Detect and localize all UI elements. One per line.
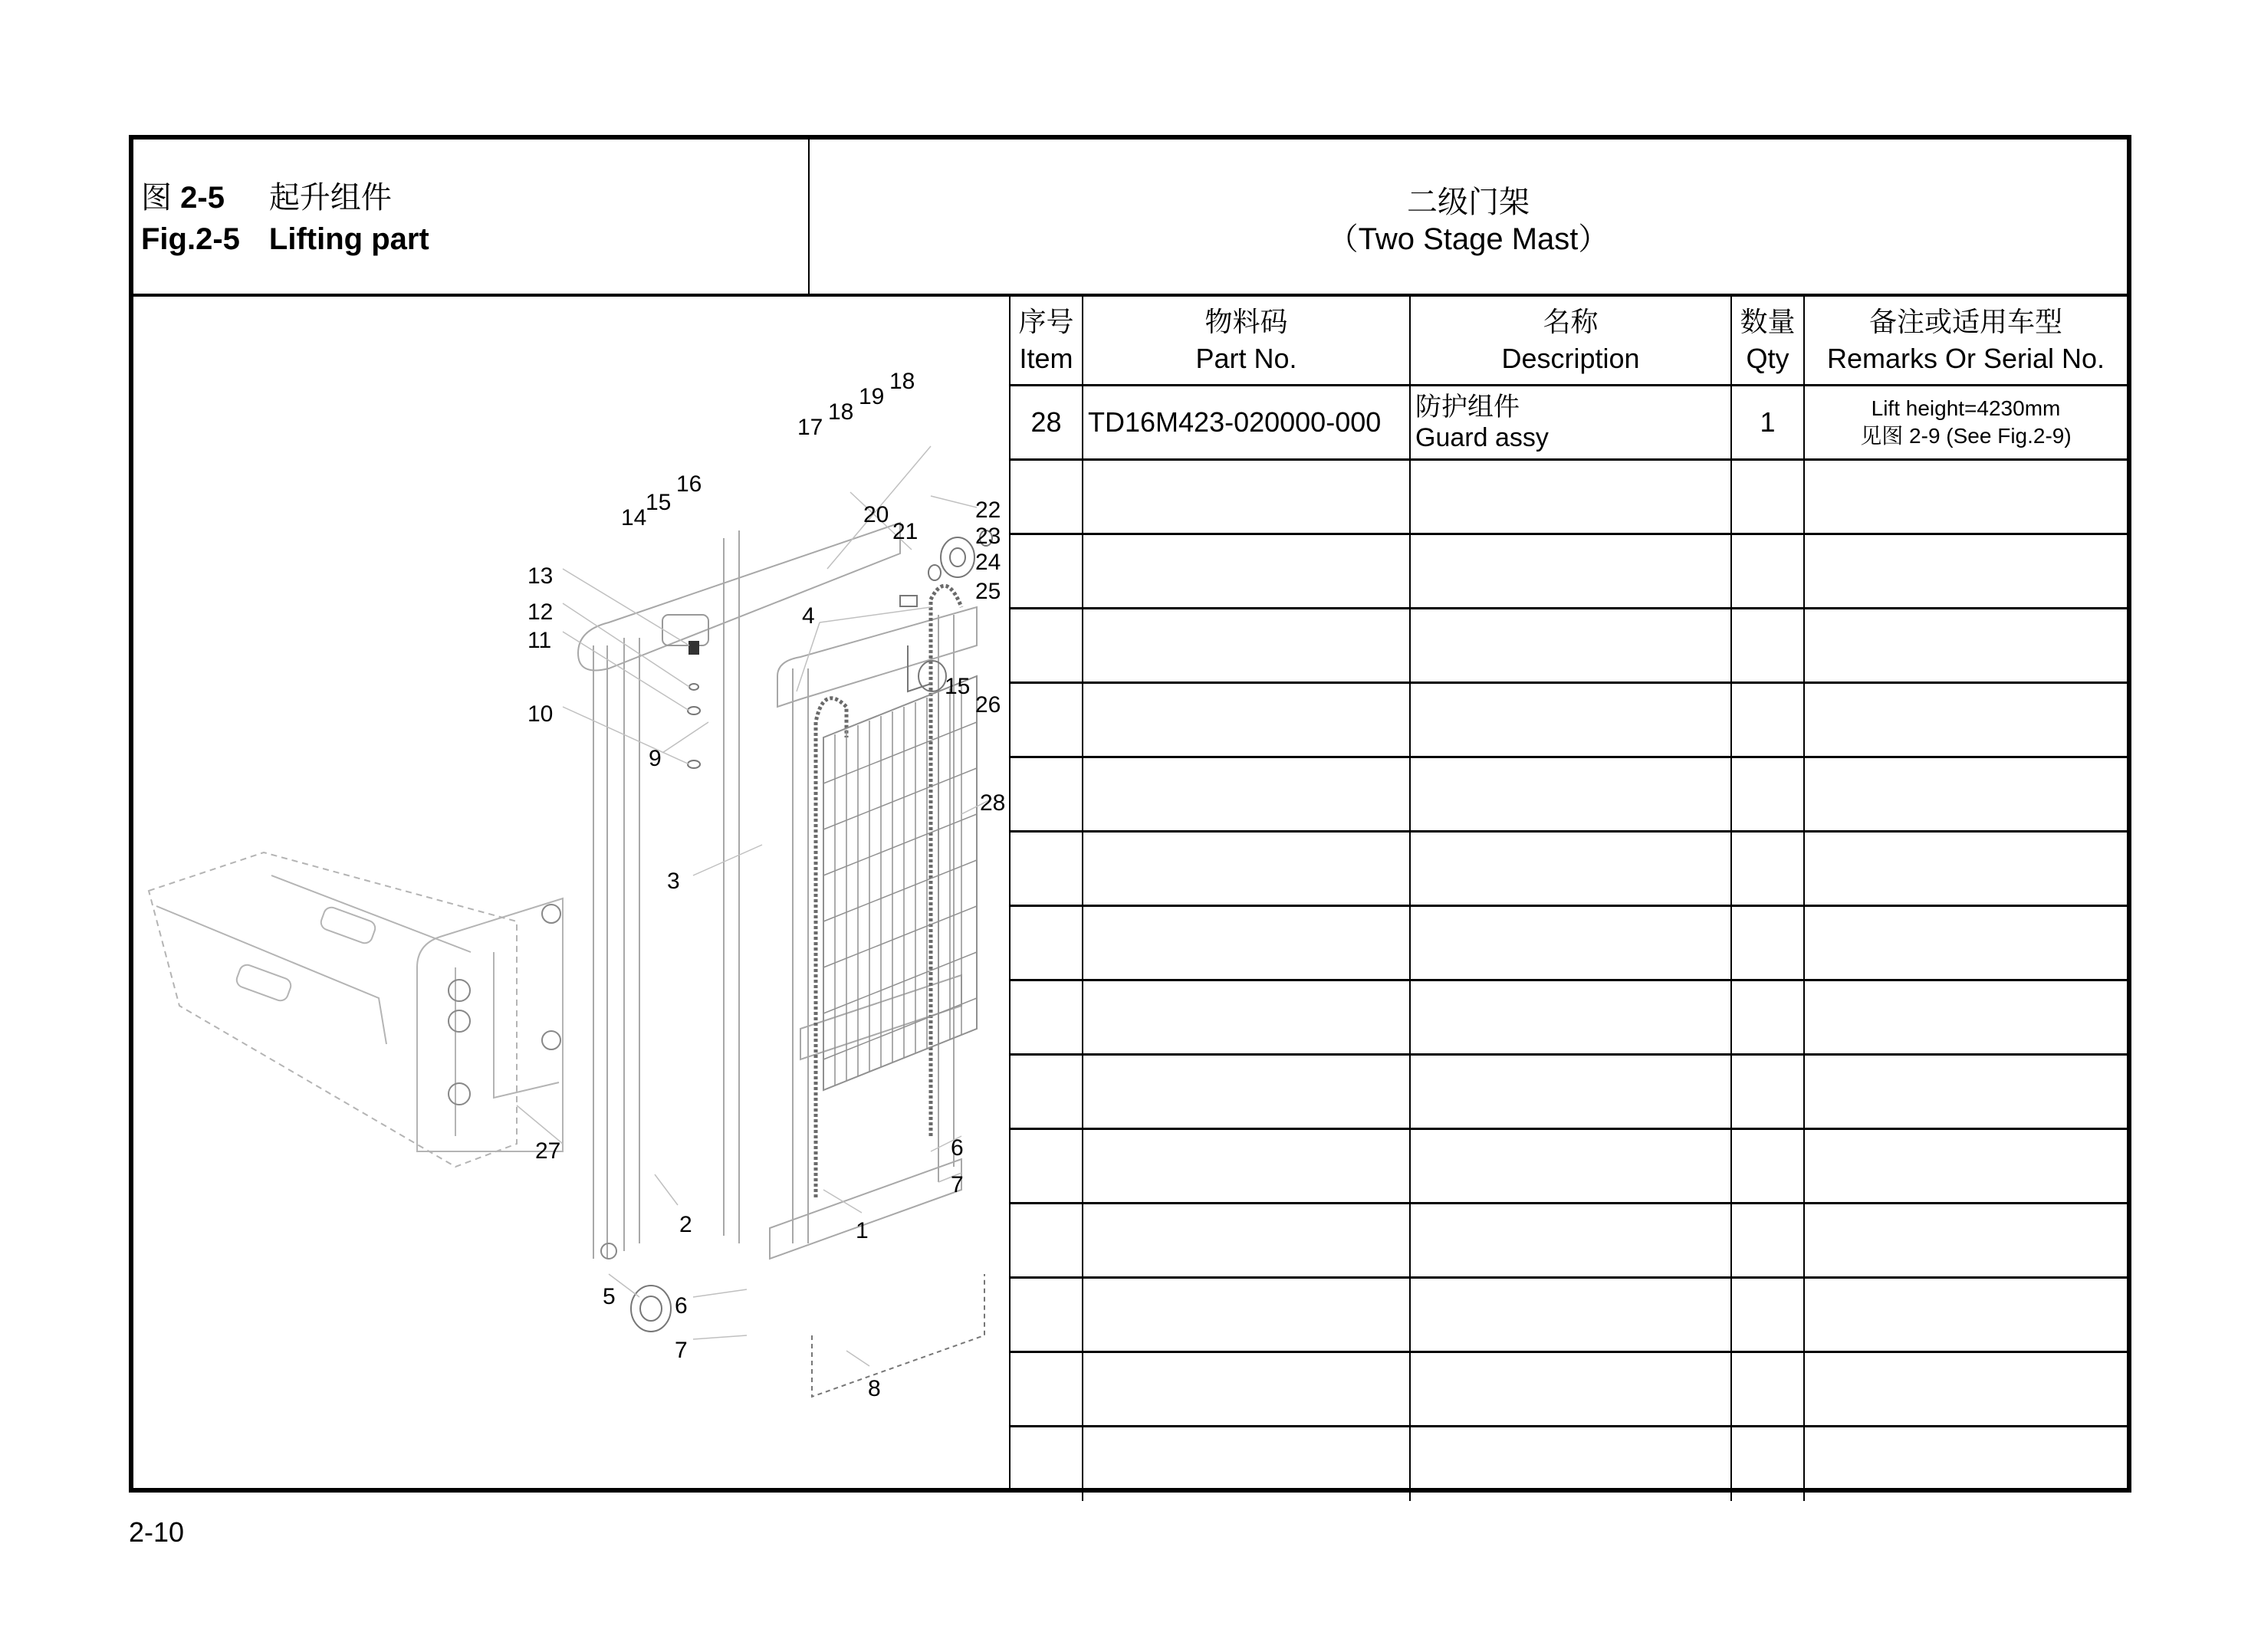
page-number: 2-10 (129, 1516, 185, 1548)
page-frame (129, 135, 2131, 1493)
exploded-parts-diagram (133, 297, 1009, 1488)
cell-part-no (1083, 534, 1410, 609)
callout-label: 23 (975, 524, 1001, 549)
cell-item (1011, 1055, 1083, 1129)
callout-label: 28 (980, 790, 1006, 816)
table-row (1011, 832, 2127, 906)
parts-list (1009, 297, 2127, 1488)
cell-part-no (1083, 460, 1410, 534)
callout-label: 13 (527, 563, 554, 589)
cell-description: 防护组件 Guard assy (1410, 386, 1731, 460)
cell-item (1011, 832, 1083, 906)
figure-title-cn (141, 173, 392, 217)
cell-description (1410, 757, 1731, 832)
cell-description (1410, 1055, 1731, 1129)
cell-qty (1731, 683, 1804, 757)
callout-label: 18 (828, 399, 854, 425)
cell-item (1011, 757, 1083, 832)
section-title-cn: 二级门架 (1407, 186, 1530, 219)
cell-item (1011, 683, 1083, 757)
cell-part-no (1083, 980, 1410, 1055)
callout-label: 10 (527, 701, 554, 727)
callout-label: 15 (646, 490, 672, 515)
cell-item: 28 (1011, 386, 1083, 460)
callout-label: 14 (621, 505, 647, 530)
inner-mast-drawing (770, 603, 977, 1259)
cell-remarks (1804, 757, 2127, 832)
callout-label: 12 (527, 599, 554, 625)
table-row (1011, 683, 2127, 757)
cell-item (1011, 1204, 1083, 1278)
table-row (1011, 1427, 2127, 1501)
outer-mast-drawing (578, 523, 900, 1259)
cell-item (1011, 534, 1083, 609)
callout-label: 16 (676, 471, 702, 497)
table-row (1011, 1055, 2127, 1129)
callout-label: 11 (527, 628, 552, 653)
callout-label: 7 (951, 1172, 964, 1197)
cell-description (1410, 1278, 1731, 1352)
table-row (1011, 980, 2127, 1055)
col-header-description: 名称 Description (1410, 297, 1731, 386)
cell-remarks (1804, 1352, 2127, 1427)
lift-chain-drawing (816, 586, 961, 1197)
cell-description (1410, 1427, 1731, 1501)
table-row (1011, 534, 2127, 609)
cell-part-no (1083, 1055, 1410, 1129)
table-row (1011, 906, 2127, 980)
cell-item (1011, 1129, 1083, 1204)
section-title-block (810, 140, 2127, 297)
cell-remarks (1804, 534, 2127, 609)
cell-item (1011, 460, 1083, 534)
cell-remarks (1804, 1204, 2127, 1278)
figure-prefix-cn: 图 (141, 181, 172, 215)
cell-qty (1731, 460, 1804, 534)
cell-qty (1731, 1278, 1804, 1352)
callout-label: 5 (603, 1284, 616, 1309)
callout-label: 9 (649, 746, 662, 771)
figure-number-cn: 2-5 (180, 181, 225, 215)
cell-remarks (1804, 832, 2127, 906)
figure-name-en: Lifting part (268, 222, 429, 256)
cell-qty (1731, 980, 1804, 1055)
cell-part-no (1083, 1204, 1410, 1278)
parts-table (1011, 297, 2127, 1501)
callout-label: 19 (859, 384, 885, 409)
cell-remarks (1804, 683, 2127, 757)
callout-label: 7 (675, 1338, 688, 1363)
cell-description (1410, 460, 1731, 534)
cell-qty (1731, 906, 1804, 980)
figure-title-block (133, 140, 810, 297)
table-row (1011, 386, 2127, 460)
cell-part-no (1083, 832, 1410, 906)
cell-qty (1731, 609, 1804, 683)
figure-title-en (141, 222, 429, 257)
cell-item (1011, 1427, 1083, 1501)
cell-item (1011, 1278, 1083, 1352)
callout-label: 3 (667, 869, 680, 894)
callout-label: 18 (889, 369, 915, 394)
col-header-remarks: 备注或适用车型 Remarks Or Serial No. (1804, 297, 2127, 386)
callout-label: 1 (856, 1218, 869, 1243)
cell-item (1011, 609, 1083, 683)
callout-label: 24 (975, 550, 1001, 575)
callout-label: 20 (863, 502, 889, 527)
cell-remarks (1804, 1055, 2127, 1129)
cell-description (1410, 1352, 1731, 1427)
cell-qty (1731, 1427, 1804, 1501)
cell-remarks (1804, 609, 2127, 683)
col-header-item: 序号 Item (1011, 297, 1083, 386)
figure-name-cn: 起升组件 (268, 181, 392, 215)
callout-label: 6 (675, 1293, 688, 1319)
table-row (1011, 1204, 2127, 1278)
cell-remarks (1804, 980, 2127, 1055)
figure-number-en: Fig.2-5 (141, 222, 240, 256)
cell-remarks (1804, 1129, 2127, 1204)
cell-remarks (1804, 460, 2127, 534)
callout-label: 2 (679, 1212, 692, 1237)
cell-qty (1731, 1129, 1804, 1204)
callout-leader-lines (517, 446, 992, 1366)
cell-qty: 1 (1731, 386, 1804, 460)
callout-label: 26 (975, 692, 1001, 718)
cell-remarks (1804, 1278, 2127, 1352)
cell-description (1410, 683, 1731, 757)
table-row (1011, 460, 2127, 534)
table-row (1011, 1278, 2127, 1352)
callout-label: 8 (868, 1376, 881, 1401)
cell-qty (1731, 832, 1804, 906)
col-header-part-no: 物料码 Part No. (1083, 297, 1410, 386)
cell-description (1410, 534, 1731, 609)
callout-label: 17 (797, 415, 823, 440)
cell-remarks (1804, 906, 2127, 980)
cell-item (1011, 980, 1083, 1055)
callout-label: 22 (975, 498, 1001, 523)
cell-remarks (1804, 1427, 2127, 1501)
cell-item (1011, 1352, 1083, 1427)
cell-qty (1731, 534, 1804, 609)
parts-table-header (1011, 297, 2127, 386)
callout-label: 6 (951, 1135, 964, 1161)
cell-description (1410, 1129, 1731, 1204)
callout-label: 4 (802, 603, 815, 629)
callout-label: 15 (945, 674, 971, 699)
cell-description (1410, 906, 1731, 980)
callout-label: 25 (975, 579, 1001, 604)
cell-description (1410, 1204, 1731, 1278)
fork-carriage-drawing (149, 852, 563, 1167)
cell-part-no (1083, 609, 1410, 683)
mast-drawing (133, 297, 1009, 1493)
cell-part-no (1083, 683, 1410, 757)
cell-part-no (1083, 1129, 1410, 1204)
callout-label: 21 (892, 519, 919, 544)
cell-qty (1731, 1352, 1804, 1427)
table-row (1011, 1352, 2127, 1427)
cell-part-no (1083, 906, 1410, 980)
cell-description (1410, 832, 1731, 906)
cell-part-no (1083, 757, 1410, 832)
cell-part-no (1083, 1352, 1410, 1427)
cell-qty (1731, 1204, 1804, 1278)
cell-qty (1731, 757, 1804, 832)
cell-qty (1731, 1055, 1804, 1129)
cell-part-no: TD16M423-020000-000 (1083, 386, 1410, 460)
cell-part-no (1083, 1427, 1410, 1501)
col-header-qty: 数量 Qty (1731, 297, 1804, 386)
cell-part-no (1083, 1278, 1410, 1352)
cell-remarks: Lift height=4230mm 见图 2-9 (See Fig.2-9) (1804, 386, 2127, 460)
cell-description (1410, 609, 1731, 683)
section-title-en: （Two Stage Mast） (1327, 222, 1609, 256)
cell-item (1011, 906, 1083, 980)
table-row (1011, 1129, 2127, 1204)
cell-description (1410, 980, 1731, 1055)
table-row (1011, 757, 2127, 832)
callout-label: 27 (535, 1138, 561, 1164)
table-row (1011, 609, 2127, 683)
